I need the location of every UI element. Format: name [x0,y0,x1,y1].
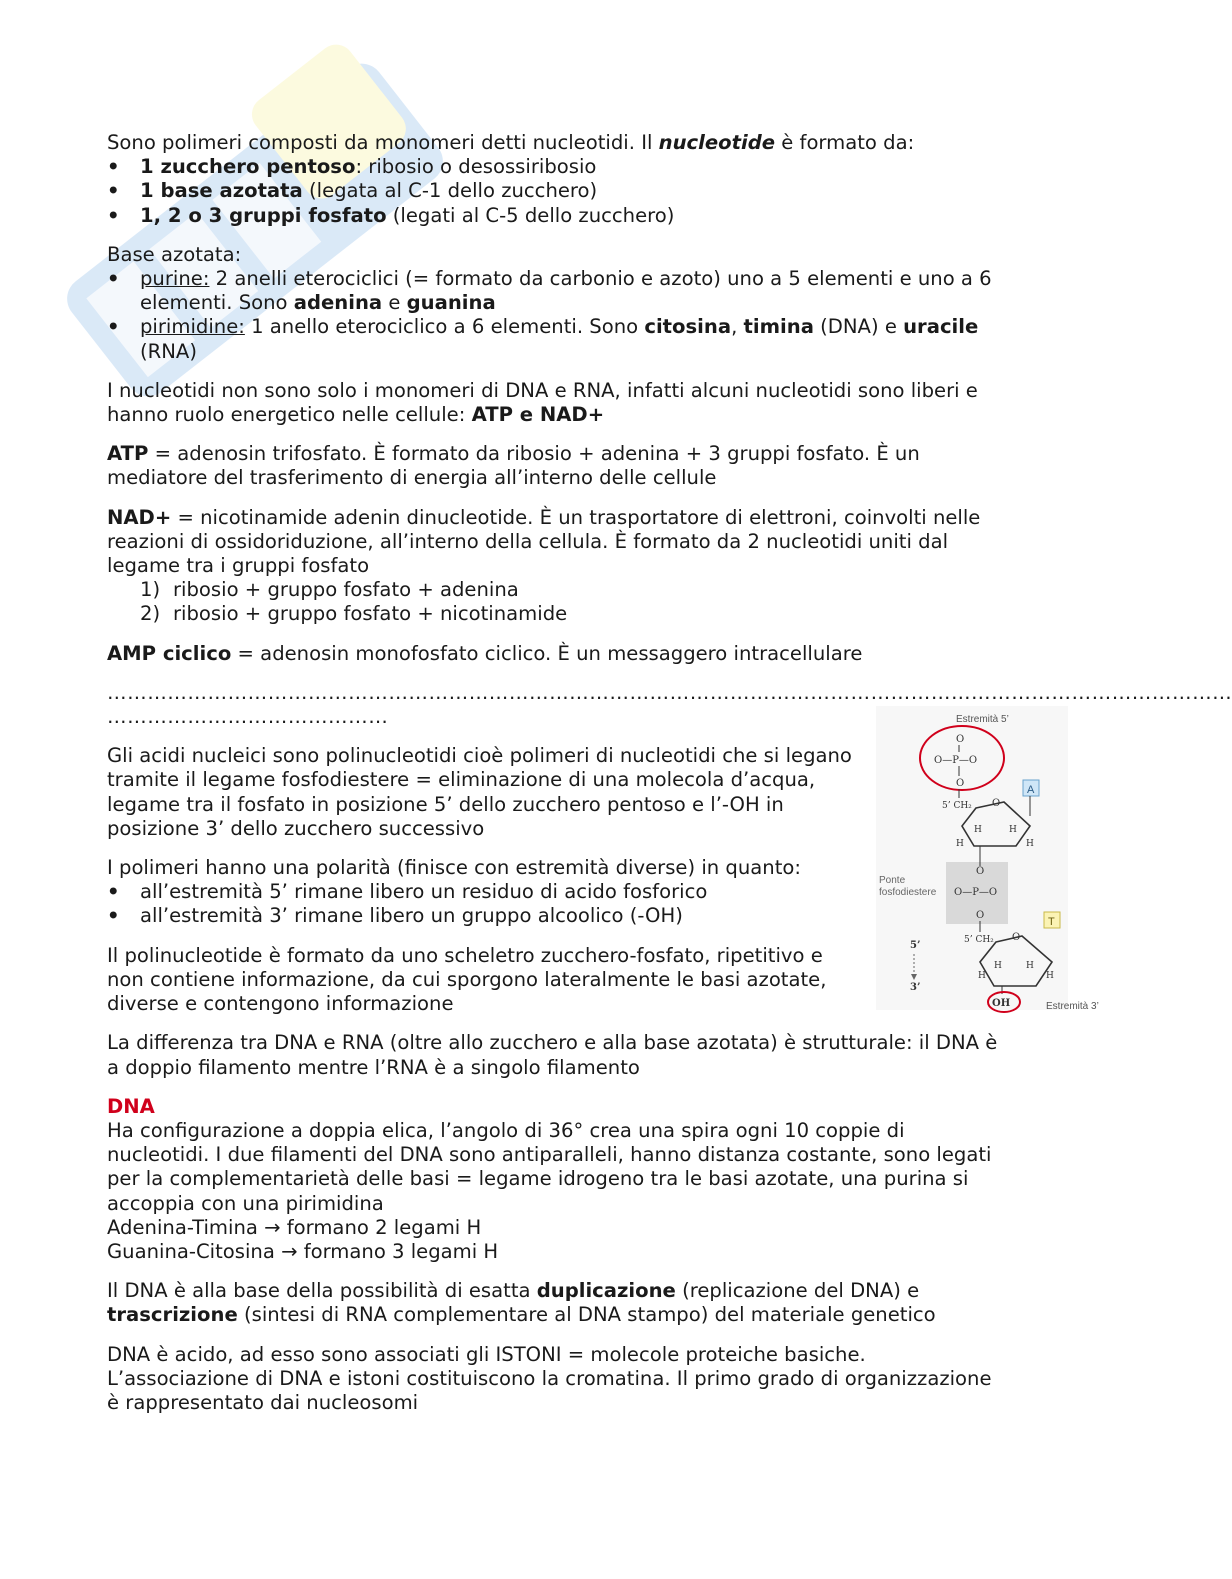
duplicazione-paragraph: Il DNA è alla base della possibilità di esatta duplicazione (replicazione del DNA) e trascrizione (sintesi di RNA complementare al DNA stampo) del materiale genetico [107,1279,936,1327]
phosphodiester-bond-figure [876,706,1106,1018]
oh-label: OH [992,998,1011,1009]
oxygen-label: O [1012,932,1021,943]
direction-3-label: 3’ [910,982,921,993]
bottom-end-label: Estremità 3’ [1046,1001,1099,1012]
scheletro-paragraph: Il polinucleotide è formato da uno scheletro zucchero-fosfato, ripetitivo e non contiene informazione, da cui sporgono lateralmente le basi azotate, diverse e contengono informazione [107,943,827,1016]
nucleotidi-liberi-paragraph: I nucleotidi non sono solo i monomeri di DNA e RNA, infatti alcuni nucleotidi sono liberi e hanno ruolo energetico nelle cellule: ATP e NAD+ [107,378,978,427]
hydrogen-label: H [1026,839,1034,849]
direction-5-label: 5’ [910,940,921,951]
nad-paragraph: NAD+ = nicotinamide adenin dinucleotide. È un trasportatore di elettroni, coinvolti nelle reazioni di ossidoriduzione, all’interno della cellula. È formato da 2 nucleotidi uniti dal legame tra i gruppi fosfato [107,505,981,578]
hydrogen-label: H [1046,971,1054,981]
list-item: • purine: 2 anelli eterociclici (= formato da carbonio e azoto) uno a 5 elementi e uno a 6 elementi. Sono adenina e guanina [107,267,1007,315]
polarita-list [107,880,867,928]
bridge-label-line1: Ponte [879,875,906,886]
oxygen-label: O [956,734,965,745]
base-a-label: A [1027,784,1035,796]
list-item: 1) ribosio + gruppo fosfato + adenina [140,578,519,602]
hydrogen-label: H [956,839,964,849]
ch2-label: 5’ CH₂ [942,801,972,811]
top-end-label: Estremità 5’ [956,714,1009,725]
list-item: • 1, 2 o 3 gruppi fosfato (legati al C-5 dello zucchero) [107,204,1007,228]
list-item: • 1 base azotata (legata al C-1 dello zucchero) [107,179,1007,203]
dna-pair-guanina-citosina: Guanina-Citosina → formano 3 legami H [107,1239,499,1263]
phosphate-label: O—P—O [954,887,998,898]
base-azotata-list [107,267,1007,364]
document-body [107,131,1232,1415]
bridge-label-line2: fosfodiestere [879,887,937,898]
differenza-paragraph: La differenza tra DNA e RNA (oltre allo zucchero e alla base azotata) è strutturale: il DNA è a doppio filamento mentre l’RNA è a singolo filamento [107,1031,998,1079]
istoni-paragraph: DNA è acido, ad esso sono associati gli ISTONI = molecole proteiche basiche. L’associazione di DNA e istoni costituiscono la cromatina. Il primo grado di organizzazione è rappresentato dai nucleosomi [107,1342,992,1414]
hydrogen-label: H [1009,825,1017,835]
atp-paragraph: ATP = adenosin trifosfato. È formato da ribosio + adenina + 3 gruppi fosfato. È un mediatore del trasferimento di energia all’interno delle cellule [107,442,920,490]
list-item: 2) ribosio + gruppo fosfato + nicotinamide [140,602,568,626]
dna-heading: DNA [107,1094,155,1118]
oxygen-label: O [992,798,1001,809]
base-t-label: T [1048,916,1055,928]
dotted-separator: …………………………………………………………………………………………………………………………………………………… [107,680,1232,704]
dna-paragraph: Ha configurazione a doppia elica, l’angolo di 36° crea una spira ogni 10 coppie di nucleotidi. I due filamenti del DNA sono antiparalleli, hanno distanza costante, sono legati per la complementarietà delle basi = legame idrogeno tra le basi azotate, una purina si accoppia con una pirimidina [107,1118,992,1215]
list-item: • all’estremità 3’ rimane libero un gruppo alcoolico (-OH) [107,904,867,928]
list-item: • pirimidine: 1 anello eterociclico a 6 elementi. Sono citosina, timina (DNA) e uracile (RNA) [107,315,1007,363]
nad-components-list [107,578,1007,626]
amp-paragraph: AMP ciclico = adenosin monofosfato ciclico. È un messaggero intracellulare [107,641,863,665]
polarita-paragraph: I polimeri hanno una polarità (finisce con estremità diverse) in quanto: [107,856,801,880]
oxygen-label: O [956,778,965,789]
phosphate-label: O—P—O [934,755,978,766]
list-item: • 1 zucchero pentoso: ribosio o desossiribosio [107,155,1007,179]
oxygen-label: O [976,866,985,877]
list-item: • all’estremità 5’ rimane libero un residuo di acido fosforico [107,880,867,904]
hydrogen-label: H [978,971,986,981]
nucleotide-components-list [107,155,1007,228]
intro-line: Sono polimeri composti da monomeri detti nucleotidi. Il nucleotide è formato da: [107,131,915,154]
oxygen-label: O [976,910,985,921]
acidi-nucleici-paragraph: Gli acidi nucleici sono polinucleotidi cioè polimeri di nucleotidi che si legano tramite il legame fosfodiestere = eliminazione di una molecola d’acqua, legame tra il fosfato in posizione 5’ dello zucchero pentoso e l’-OH in posizione 3’ dello zucchero successivo [107,744,852,840]
ch2-label: 5’ CH₂ [964,935,994,945]
hydrogen-label: H [994,961,1002,971]
base-azotata-title: Base azotata: [107,242,242,266]
dna-pair-adenina-timina: Adenina-Timina → formano 2 legami H [107,1215,482,1239]
hydrogen-label: H [974,825,982,835]
dotted-separator-short: …………………………………… [107,705,389,729]
hydrogen-label: H [1026,961,1034,971]
